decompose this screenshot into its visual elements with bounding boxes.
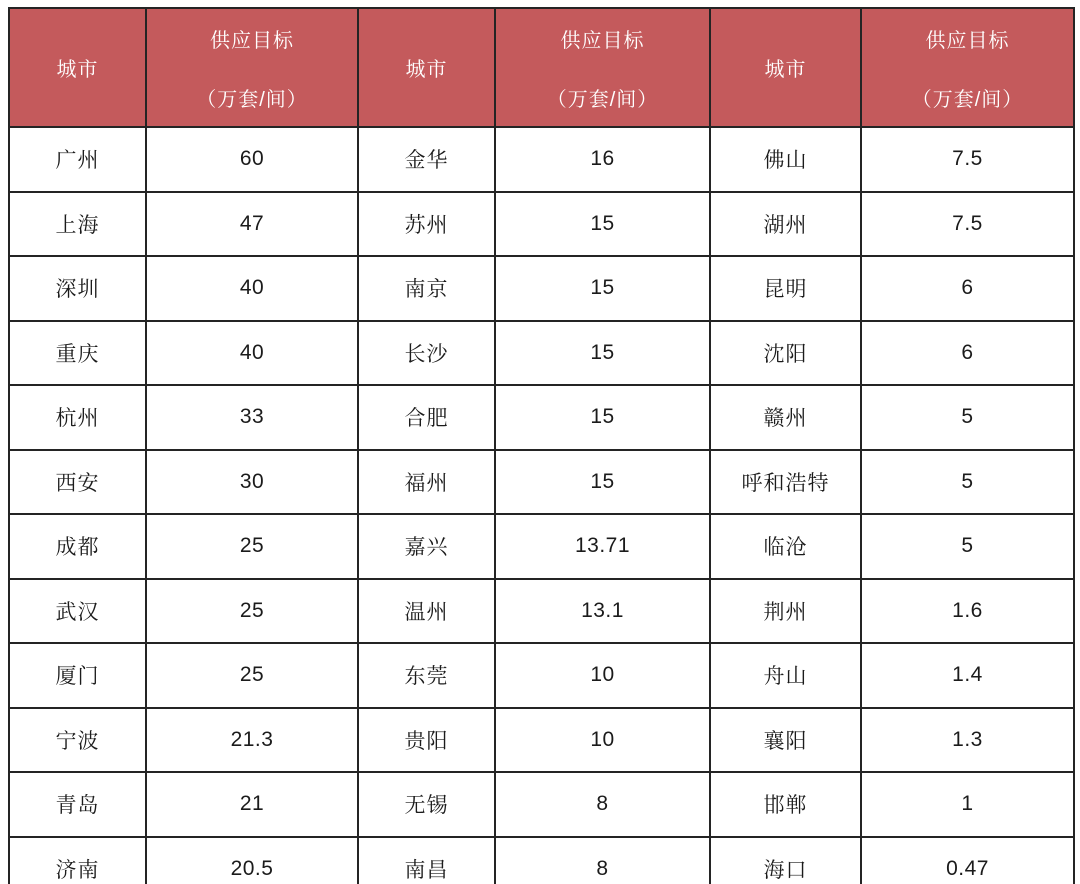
table-row — [9, 192, 1074, 257]
city-cell: 重庆 — [9, 321, 146, 386]
target-value-cell: 5 — [861, 450, 1074, 515]
city-cell: 昆明 — [710, 256, 861, 321]
header-target-2-line1: 供应目标 — [560, 29, 645, 52]
target-value-cell: 60 — [146, 127, 358, 192]
target-value-cell: 33 — [146, 385, 358, 450]
city-cell: 深圳 — [9, 256, 146, 321]
city-cell: 襄阳 — [710, 708, 861, 773]
city-cell: 福州 — [358, 450, 495, 515]
table-row — [9, 256, 1074, 321]
target-value-cell: 5 — [861, 385, 1074, 450]
header-target-1 — [146, 8, 358, 127]
target-value-cell: 1.6 — [861, 579, 1074, 644]
header-target-1-line2: （万套/间） — [196, 88, 308, 111]
target-value-cell: 1.4 — [861, 643, 1074, 708]
table-row — [9, 127, 1074, 192]
city-cell: 赣州 — [710, 385, 861, 450]
city-cell: 贵阳 — [358, 708, 495, 773]
city-cell: 广州 — [9, 127, 146, 192]
target-value-cell: 7.5 — [861, 127, 1074, 192]
city-cell: 合肥 — [358, 385, 495, 450]
city-cell: 厦门 — [9, 643, 146, 708]
target-value-cell: 1.3 — [861, 708, 1074, 773]
table-body — [9, 127, 1074, 884]
city-cell: 金华 — [358, 127, 495, 192]
city-cell: 呼和浩特 — [710, 450, 861, 515]
city-cell: 佛山 — [710, 127, 861, 192]
table-row — [9, 837, 1074, 884]
header-city-1: 城市 — [9, 8, 146, 127]
city-cell: 温州 — [358, 579, 495, 644]
city-cell: 西安 — [9, 450, 146, 515]
target-value-cell: 25 — [146, 643, 358, 708]
target-value-cell: 13.71 — [495, 514, 710, 579]
target-value-cell: 10 — [495, 708, 710, 773]
target-value-cell: 15 — [495, 450, 710, 515]
target-value-cell: 15 — [495, 192, 710, 257]
city-cell: 南京 — [358, 256, 495, 321]
city-cell: 长沙 — [358, 321, 495, 386]
target-value-cell: 0.47 — [861, 837, 1074, 884]
target-value-cell: 21 — [146, 772, 358, 837]
city-cell: 邯郸 — [710, 772, 861, 837]
city-cell: 嘉兴 — [358, 514, 495, 579]
header-city-2: 城市 — [358, 8, 495, 127]
target-value-cell: 25 — [146, 514, 358, 579]
header-target-3 — [861, 8, 1074, 127]
header-target-3-line1: 供应目标 — [925, 29, 1010, 52]
header-row — [9, 8, 1074, 127]
header-target-3-line2: （万套/间） — [911, 88, 1024, 111]
target-value-cell: 40 — [146, 321, 358, 386]
city-cell: 武汉 — [9, 579, 146, 644]
target-value-cell: 1 — [861, 772, 1074, 837]
target-value-cell: 21.3 — [146, 708, 358, 773]
target-value-cell: 8 — [495, 772, 710, 837]
city-cell: 济南 — [9, 837, 146, 884]
target-value-cell: 30 — [146, 450, 358, 515]
header-target-2-line2: （万套/间） — [546, 88, 659, 111]
city-cell: 临沧 — [710, 514, 861, 579]
city-cell: 宁波 — [9, 708, 146, 773]
target-value-cell: 15 — [495, 321, 710, 386]
target-value-cell: 25 — [146, 579, 358, 644]
city-cell: 上海 — [9, 192, 146, 257]
table-row — [9, 579, 1074, 644]
target-value-cell: 10 — [495, 643, 710, 708]
city-cell: 南昌 — [358, 837, 495, 884]
target-value-cell: 47 — [146, 192, 358, 257]
table-row — [9, 708, 1074, 773]
city-cell: 东莞 — [358, 643, 495, 708]
table-row — [9, 514, 1074, 579]
target-value-cell: 15 — [495, 385, 710, 450]
table-row — [9, 450, 1074, 515]
city-cell: 荆州 — [710, 579, 861, 644]
table-row — [9, 321, 1074, 386]
table-row — [9, 643, 1074, 708]
city-cell: 青岛 — [9, 772, 146, 837]
city-cell: 无锡 — [358, 772, 495, 837]
city-cell: 杭州 — [9, 385, 146, 450]
table-row — [9, 385, 1074, 450]
city-cell: 苏州 — [358, 192, 495, 257]
target-value-cell: 7.5 — [861, 192, 1074, 257]
header-city-3: 城市 — [710, 8, 861, 127]
city-cell: 成都 — [9, 514, 146, 579]
target-value-cell: 15 — [495, 256, 710, 321]
header-target-2 — [495, 8, 710, 127]
city-cell: 舟山 — [710, 643, 861, 708]
target-value-cell: 16 — [495, 127, 710, 192]
target-value-cell: 40 — [146, 256, 358, 321]
header-target-1-line1: 供应目标 — [210, 29, 294, 52]
target-value-cell: 20.5 — [146, 837, 358, 884]
city-cell: 海口 — [710, 837, 861, 884]
city-cell: 湖州 — [710, 192, 861, 257]
target-value-cell: 5 — [861, 514, 1074, 579]
table-row — [9, 772, 1074, 837]
supply-target-table — [8, 7, 1075, 884]
target-value-cell: 6 — [861, 321, 1074, 386]
target-value-cell: 6 — [861, 256, 1074, 321]
city-cell: 沈阳 — [710, 321, 861, 386]
target-value-cell: 8 — [495, 837, 710, 884]
target-value-cell: 13.1 — [495, 579, 710, 644]
